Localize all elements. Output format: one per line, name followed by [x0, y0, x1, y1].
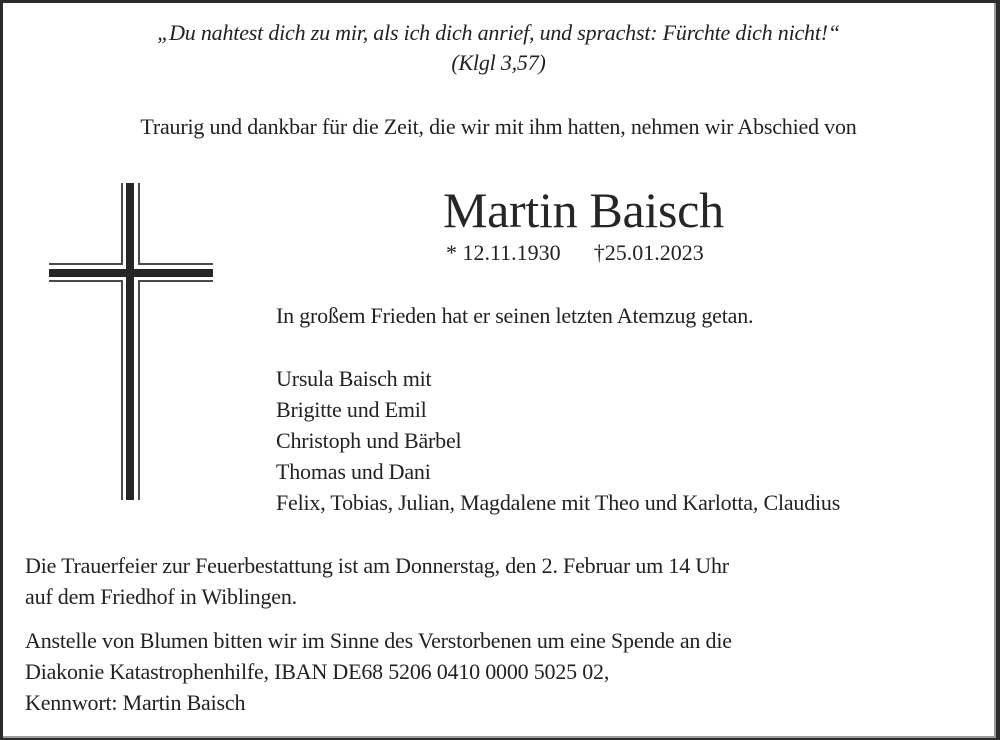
birth-symbol: *	[446, 240, 457, 265]
obituary-notice	[3, 3, 996, 738]
service-info	[25, 550, 729, 612]
mourner-line: Felix, Tobias, Julian, Magdalene mit Theo und Karlotta, Claudius	[276, 490, 841, 515]
intro-text: Traurig und dankbar für die Zeit, die wir mit ihm hatten, nehmen wir Abschied von	[140, 114, 857, 139]
donation-line: Kennwort: Martin Baisch	[25, 690, 246, 715]
cross-icon	[46, 180, 216, 503]
mourner-line: Ursula Baisch mit	[276, 366, 432, 391]
service-line: Die Trauerfeier zur Feuerbestattung ist am Donnerstag, den 2. Februar um 14 Uhr	[25, 553, 729, 578]
death-symbol: †	[593, 240, 605, 265]
mourner-line: Brigitte und Emil	[276, 397, 427, 422]
birth-date: 12.11.1930	[462, 240, 561, 265]
donation-line: Diakonie Katastrophenhilfe, IBAN DE68 5206 0410 0000 5025 02,	[25, 659, 610, 684]
deceased-name: Martin Baisch	[443, 182, 724, 238]
life-dates	[446, 239, 704, 267]
bible-quote: „Du nahtest dich zu mir, als ich dich anrief, und sprachst: Fürchte dich nicht!“	[157, 20, 840, 45]
bible-reference: (Klgl 3,57)	[451, 50, 546, 75]
mourner-line: Thomas und Dani	[276, 459, 431, 484]
death-date: 25.01.2023	[604, 240, 704, 265]
donation-line: Anstelle von Blumen bitten wir im Sinne des Verstorbenen um eine Spende an die	[25, 628, 732, 653]
mourners-list	[276, 363, 840, 518]
donation-info	[25, 625, 732, 718]
statement: In großem Frieden hat er seinen letzten Atemzug getan.	[276, 303, 754, 328]
service-line: auf dem Friedhof in Wiblingen.	[25, 584, 297, 609]
mourner-line: Christoph und Bärbel	[276, 428, 462, 453]
